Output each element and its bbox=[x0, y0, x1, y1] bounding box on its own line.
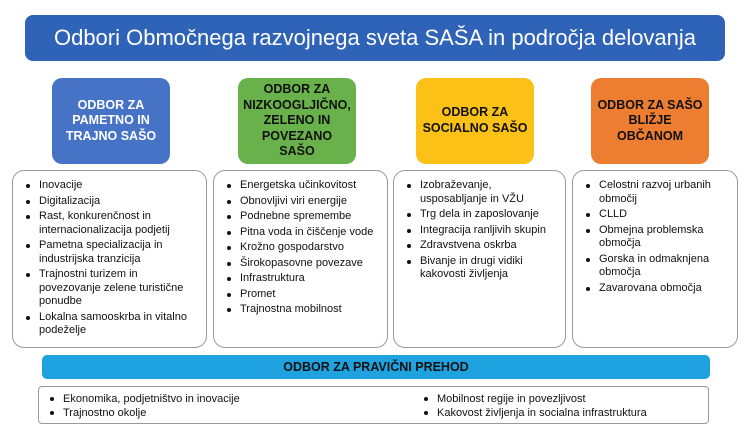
list-item: Promet bbox=[240, 288, 381, 302]
list-item: Ekonomika, podjetništvo in inovacije bbox=[63, 392, 423, 406]
just-transition-right-list bbox=[423, 392, 647, 423]
list-item: Kakovost življenja in socialna infrastruktura bbox=[437, 407, 647, 419]
list-item: Pametna specializacija in industrijska tranzicija bbox=[39, 239, 200, 266]
list-item: Bivanje in drugi vidiki kakovosti življenja bbox=[420, 255, 559, 282]
committee-smart-sustainable: ODBOR ZA PAMETNO IN TRAJNO SAŠO bbox=[52, 78, 170, 164]
committee-closer-to-citizens: ODBOR ZA SAŠO BLIŽJE OBČANOM bbox=[591, 78, 709, 164]
committee-2-areas bbox=[213, 170, 388, 348]
list-item: Trajnostni turizem in povezovanje zelene turistične ponudbe bbox=[39, 268, 200, 309]
committee-1-areas bbox=[12, 170, 207, 348]
list-item: Digitalizacija bbox=[39, 195, 200, 209]
list-item: CLLD bbox=[599, 208, 731, 222]
list-item: Trg dela in zaposlovanje bbox=[420, 208, 559, 222]
list-item: Trajnostna mobilnost bbox=[240, 303, 381, 317]
list-item: Širokopasovne povezave bbox=[240, 257, 381, 271]
committee-just-transition: ODBOR ZA PRAVIČNI PREHOD bbox=[42, 355, 710, 379]
list-item: Pitna voda in čiščenje vode bbox=[240, 226, 381, 240]
committee-social: ODBOR ZA SOCIALNO SAŠO bbox=[416, 78, 534, 164]
list-item: Energetska učinkovitost bbox=[240, 179, 381, 193]
committee-4-areas bbox=[572, 170, 738, 348]
list-item: Infrastruktura bbox=[240, 272, 381, 286]
diagram-title: Odbori Območnega razvojnega sveta SAŠA in področja delovanja bbox=[25, 15, 725, 61]
list-item: Zavarovana območja bbox=[599, 282, 731, 296]
just-transition-areas bbox=[38, 386, 709, 424]
list-item: Zdravstvena oskrba bbox=[420, 239, 559, 253]
list-item: Trajnostno okolje bbox=[63, 406, 423, 420]
list-item: Celostni razvoj urbanih območij bbox=[599, 179, 731, 206]
list-item: Obnovljivi viri energije bbox=[240, 195, 381, 209]
list-item: Gorska in odmaknjena območja bbox=[599, 253, 731, 280]
committee-low-carbon-green: ODBOR ZA NIZKOOGLJIČNO, ZELENO IN POVEZANO SAŠO bbox=[238, 78, 356, 164]
list-item: Inovacije bbox=[39, 179, 200, 193]
list-item: Lokalna samooskrba in vitalno podeželje bbox=[39, 311, 200, 338]
list-item: Mobilnost regije in povezljivost bbox=[437, 392, 647, 406]
list-item: Integracija ranljivih skupin bbox=[420, 224, 559, 238]
just-transition-left-list bbox=[39, 392, 423, 423]
list-item: Rast, konkurenčnost in internacionalizacija podjetij bbox=[39, 210, 200, 237]
list-item: Podnebne spremembe bbox=[240, 210, 381, 224]
list-item: Krožno gospodarstvo bbox=[240, 241, 381, 255]
list-item: Izobraževanje, usposabljanje in VŽU bbox=[420, 179, 559, 206]
list-item: Obmejna problemska območja bbox=[599, 224, 731, 251]
committee-3-areas bbox=[393, 170, 566, 348]
